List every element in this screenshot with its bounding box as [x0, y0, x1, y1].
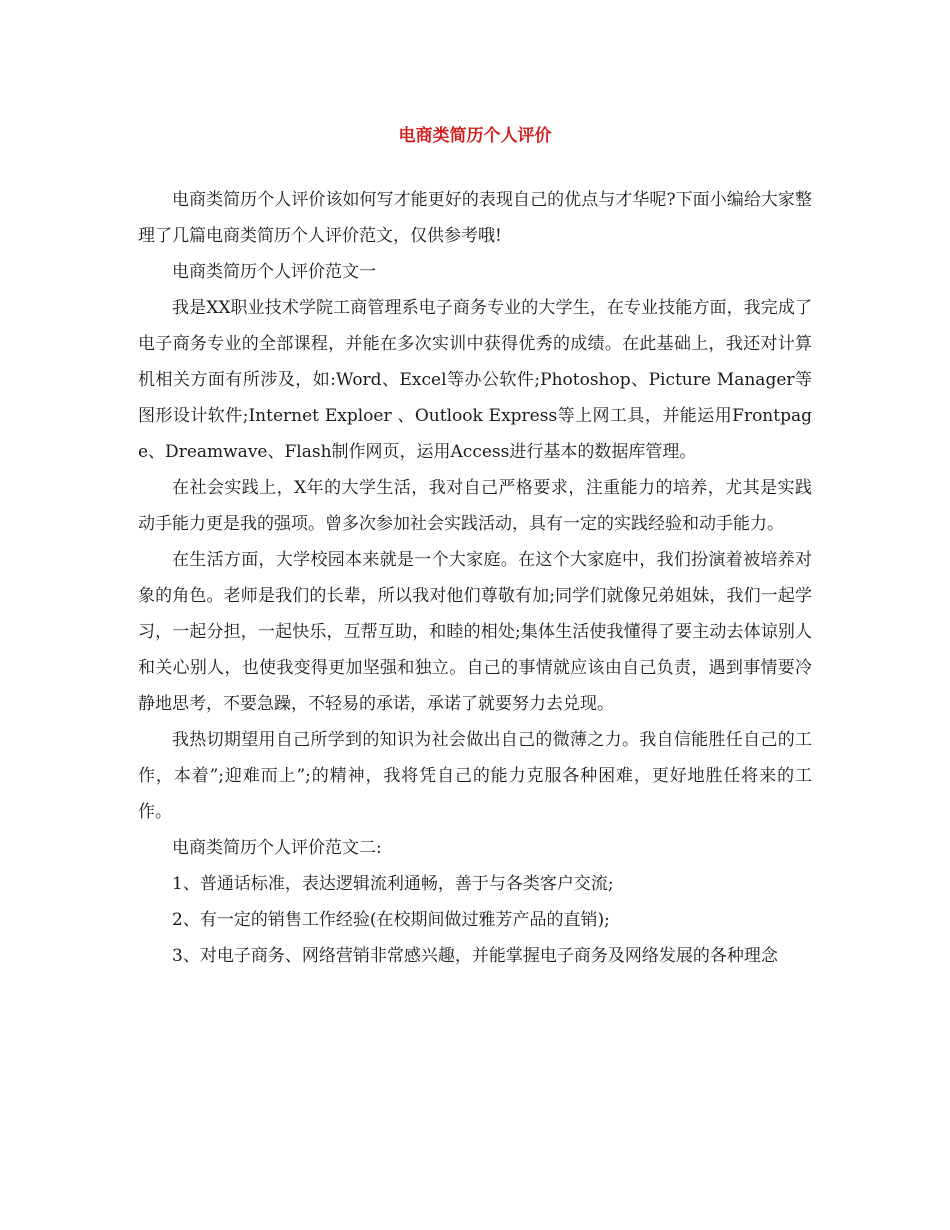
list-item-3: 3、对电子商务、网络营销非常感兴趣，并能掌握电子商务及网络发展的各种理念: [172, 946, 778, 966]
life-paragraph: 在生活方面，大学校园本来就是一个大家庭。在这个大家庭中，我们扮演着被培养对象的角色。老师是我们的长辈，所以我对他们尊敬有加;同学们就像兄弟姐妹，我们一起学习，一起分担，一起快乐，互帮互助，和睦的相处;集体生活使我懂得了要主动去体谅别人和关心别人，也使我变得更加坚强和独立。自己的事情就应该由自己负责，遇到事情要冷静地思考，不要急躁，不轻易的承诺，承诺了就要努力去兑现。: [138, 550, 812, 714]
skills-paragraph: 我是XX职业技术学院工商管理系电子商务专业的大学生，在专业技能方面，我完成了电子商务专业的全部课程，并能在多次实训中获得优秀的成绩。在此基础上，我还对计算机相关方面有所涉及，如:Word、Excel等办公软件;Photoshop、Picture Manager等图形设计软件;Internet Exploer 、Outlook Express等上网工具，并能运用Frontpage、Dreamwave、Flash制作网页，运用Access进行基本的数据库管理。: [138, 298, 812, 462]
list-item-2: 2、有一定的销售工作经验(在校期间做过雅芳产品的直销);: [172, 910, 610, 930]
intro-paragraph: 电商类简历个人评价该如何写才能更好的表现自己的优点与才华呢?下面小编给大家整理了几篇电商类简历个人评价范文，仅供参考哦!: [138, 190, 812, 246]
document-page: [138, 118, 812, 974]
list-item-1: 1、普通话标准，表达逻辑流利通畅，善于与各类客户交流;: [172, 874, 614, 894]
practice-paragraph: 在社会实践上，X年的大学生活，我对自己严格要求，注重能力的培养，尤其是实践动手能力更是我的强项。曾多次参加社会实践活动，具有一定的实践经验和动手能力。: [138, 478, 812, 534]
document-title: 电商类简历个人评价: [398, 126, 552, 146]
aspiration-paragraph: 我热切期望用自己所学到的知识为社会做出自己的微薄之力。我自信能胜任自己的工作，本着”;迎难而上”;的精神，我将凭自己的能力克服各种困难，更好地胜任将来的工作。: [138, 730, 812, 822]
sample-one-heading: 电商类简历个人评价范文一: [172, 262, 376, 282]
sample-two-heading: 电商类简历个人评价范文二:: [172, 838, 382, 858]
